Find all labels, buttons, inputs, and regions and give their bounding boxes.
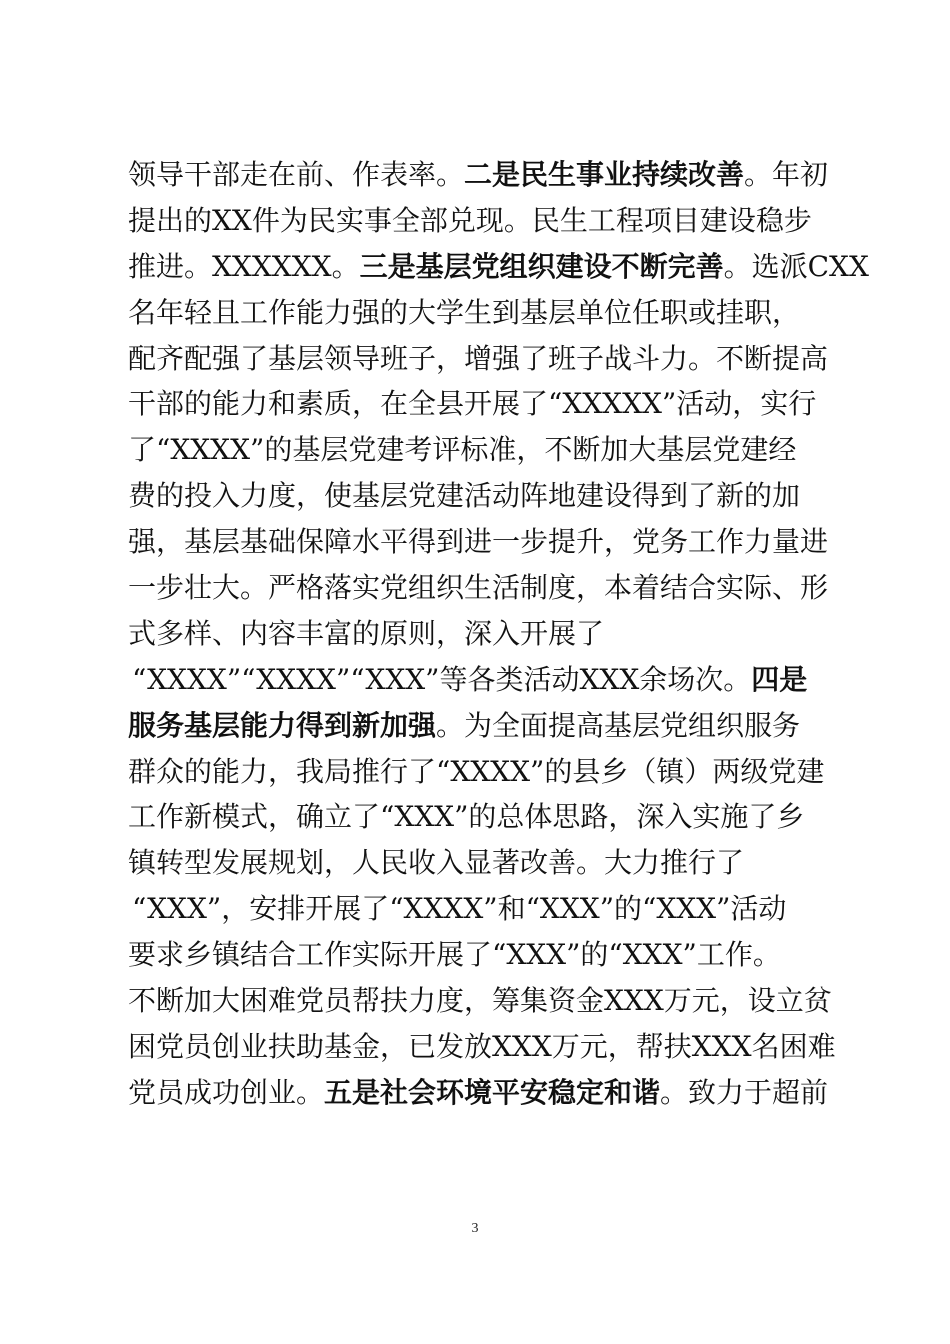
text-line: 一步壮大。严格落实党组织生活制度，本着结合实际、形: [128, 571, 829, 605]
text-line: 式多样、内容丰富的原则，深入开展了: [128, 616, 605, 650]
text-line: 困党员创业扶助基金，已发放XXX万元，帮扶XXX名困难: [128, 1029, 836, 1063]
text-line: 要求乡镇结合工作实际开展了“XXX”的“XXX”工作。: [128, 938, 781, 972]
text-line: “XXXX”“XXXX”“XXX”等各类活动XXX余场次。四是: [132, 662, 808, 696]
body-text: [128, 152, 869, 1116]
text-line: 群众的能力，我局推行了“XXXX”的县乡（镇）两级党建: [128, 754, 825, 788]
text-line: 工作新模式，确立了“XXX”的总体思路，深入实施了乡: [128, 800, 805, 834]
text-line: 党员成功创业。五是社会环境平安稳定和谐。致力于超前: [128, 1075, 829, 1109]
text-line: 镇转型发展规划，人民收入显著改善。大力推行了: [128, 846, 745, 880]
text-line: 名年轻且工作能力强的大学生到基层单位任职或挂职，: [128, 295, 801, 329]
text-line: 强，基层基础保障水平得到进一步提升，党务工作力量进: [128, 525, 829, 559]
text-line: 提出的XX件为民实事全部兑现。民生工程项目建设稳步: [128, 203, 812, 237]
text-line: 不断加大困难党员帮扶力度，筹集资金XXX万元，设立贫: [128, 984, 832, 1018]
text-line: 服务基层能力得到新加强。为全面提高基层党组织服务: [128, 708, 801, 742]
text-line: “XXX”，安排开展了“XXXX”和“XXX”的“XXX”活动: [132, 892, 787, 926]
page-number: 3: [471, 1221, 479, 1236]
text-line: 配齐配强了基层领导班子，增强了班子战斗力。不断提高: [128, 341, 829, 375]
text-line: 领导干部走在前、作表率。二是民生事业持续改善。年初: [128, 158, 829, 191]
text-line: 推进。XXXXXX。三是基层党组织建设不断完善。选派CXX: [128, 249, 869, 283]
text-line: 费的投入力度，使基层党建活动阵地建设得到了新的加: [128, 479, 801, 513]
text-line: 干部的能力和素质，在全县开展了“XXXXX”活动，实行: [128, 387, 817, 421]
text-line: 了“XXXX”的基层党建考评标准，不断加大基层党建经: [128, 433, 797, 467]
